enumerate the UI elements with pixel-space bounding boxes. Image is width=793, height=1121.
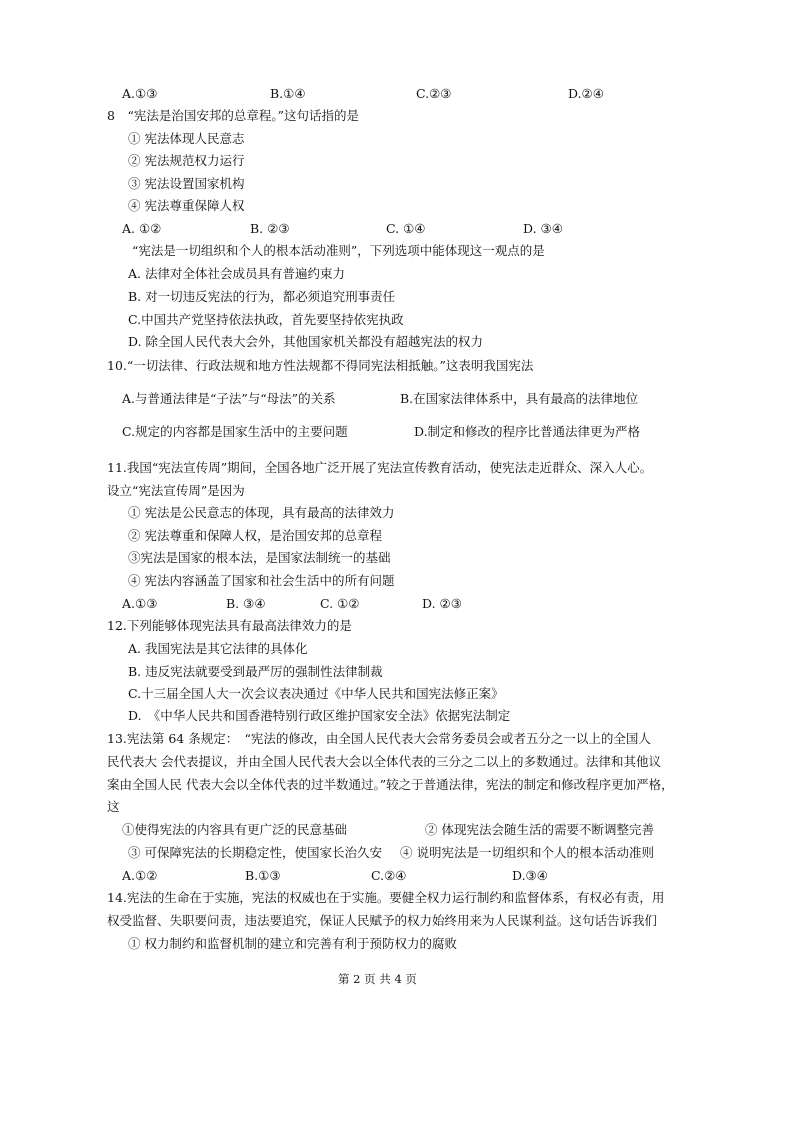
q13-stem-line-2: 民代表大 会代表提议，并由全国人民代表大会以全体代表的三分之二以上的多数通过。法律和其他议 xyxy=(107,754,661,769)
q8-option-b: B. ②③ xyxy=(250,221,290,236)
q8-statement-1: ① 宪法体现人民意志 xyxy=(128,131,245,146)
q12-option-c: C.十三届全国人大一次会议表决通过《中华人民共和国宪法修正案》 xyxy=(128,686,504,701)
q13-statement-1: ①使得宪法的内容具有更广泛的民意基础 xyxy=(122,822,348,837)
q11-statement-4: ④ 宪法内容涵盖了国家和社会生活中的所有问题 xyxy=(128,573,395,588)
q11-option-a: A.①③ xyxy=(122,596,158,611)
q14-statement-1: ① 权力制约和监督机制的建立和完善有利于预防权力的腐败 xyxy=(128,936,457,951)
q9-option-c: C.中国共产党坚持依法执政，首先要坚持依宪执政 xyxy=(128,312,404,327)
q12-option-b: B. 违反宪法就要受到最严厉的强制性法律制裁 xyxy=(128,664,383,679)
q13-statement-4: ④ 说明宪法是一切组织和个人的根本活动准则 xyxy=(400,845,654,860)
q8-option-c: C. ①④ xyxy=(386,221,426,236)
q10-option-a: A.与普通法律是“子法”与“母法”的关系 xyxy=(122,391,336,406)
q8-stem: 8 “宪法是治国安邦的总章程。”这句话指的是 xyxy=(107,108,359,123)
q10-option-b: B.在国家法律体系中，具有最高的法律地位 xyxy=(400,391,639,406)
q13-stem-line-1: 13.宪法第 64 条规定： “宪法的修改，由全国人民代表大会常务委员会或者五分之一以上的全国人 xyxy=(107,731,651,746)
q11-stem-line-1: 11.我国“宪法宣传周”期间，全国各地广泛开展了宪法宣传教育活动，使宪法走近群众、深入人心。 xyxy=(107,460,653,475)
q11-option-c: C. ①② xyxy=(320,596,360,611)
q8-option-d: D. ③④ xyxy=(523,221,563,236)
q9-stem: “宪法是一切组织和个人的根本活动准则”，下列选项中能体现这一观点的是 xyxy=(132,243,545,258)
page-footer: 第 2 页 共 4 页 xyxy=(338,972,417,986)
q10-option-c: C.规定的内容都是国家生活中的主要问题 xyxy=(122,424,348,439)
q12-option-d: D. 《中华人民共和国香港特别行政区维护国家安全法》依据宪法制定 xyxy=(128,708,511,723)
q9-option-b: B. 对一切违反宪法的行为，都必须追究刑事责任 xyxy=(128,289,396,304)
q14-stem-line-1: 14.宪法的生命在于实施，宪法的权威也在于实施。要健全权力运行制约和监督体系，有权必有责，用 xyxy=(107,890,665,905)
q7-option-b: B.①④ xyxy=(270,86,306,101)
q8-option-a: A. ①② xyxy=(122,221,162,236)
q11-statement-1: ① 宪法是公民意志的体现，具有最高的法律效力 xyxy=(128,505,395,520)
q11-option-b: B. ③④ xyxy=(226,596,266,611)
q9-option-d: D. 除全国人民代表大会外，其他国家机关都没有超越宪法的权力 xyxy=(128,334,484,349)
q13-option-a: A.①② xyxy=(122,868,158,883)
q7-option-d: D.②④ xyxy=(568,86,604,101)
q10-stem: 10.“一切法律、行政法规和地方性法规都不得同宪法相抵触。”这表明我国宪法 xyxy=(107,358,534,373)
q11-option-d: D. ②③ xyxy=(422,596,462,611)
q13-statement-2: ② 体现宪法会随生活的需要不断调整完善 xyxy=(425,822,654,837)
q9-option-a: A. 法律对全体社会成员具有普遍约束力 xyxy=(128,266,345,281)
q11-stem-line-2: 设立“宪法宣传周”是因为 xyxy=(107,483,245,498)
q13-statement-3: ③ 可保障宪法的长期稳定性，使国家长治久安 xyxy=(128,845,382,860)
q7-option-a: A.①③ xyxy=(122,86,158,101)
q12-stem: 12.下列能够体现宪法具有最高法律效力的是 xyxy=(107,618,352,633)
q13-option-b: B.①③ xyxy=(245,868,281,883)
q8-statement-3: ③ 宪法设置国家机构 xyxy=(128,176,245,191)
q10-option-d: D.制定和修改的程序比普通法律更为严格 xyxy=(414,424,641,439)
q12-option-a: A. 我国宪法是其它法律的具体化 xyxy=(128,641,308,656)
q8-statement-2: ② 宪法规范权力运行 xyxy=(128,153,245,168)
q7-option-c: C.②③ xyxy=(416,86,452,101)
q11-statement-3: ③宪法是国家的根本法，是国家法制统一的基础 xyxy=(128,550,391,565)
q11-statement-2: ② 宪法尊重和保障人权，是治国安邦的总章程 xyxy=(128,528,382,543)
q13-stem-line-3: 案由全国人民 代表大会以全体代表的过半数通过。”较之于普通法律，宪法的制定和修改程序更加严格， xyxy=(107,777,674,792)
q13-stem-line-4: 这 xyxy=(107,799,120,814)
q13-option-d: D.③④ xyxy=(512,868,548,883)
q8-statement-4: ④ 宪法尊重保障人权 xyxy=(128,198,245,213)
q14-stem-line-2: 权受监督、失职要问责，违法要追究，保证人民赋予的权力始终用来为人民谋利益。这句话告诉我们 xyxy=(107,913,658,928)
q13-option-c: C.②④ xyxy=(371,868,407,883)
